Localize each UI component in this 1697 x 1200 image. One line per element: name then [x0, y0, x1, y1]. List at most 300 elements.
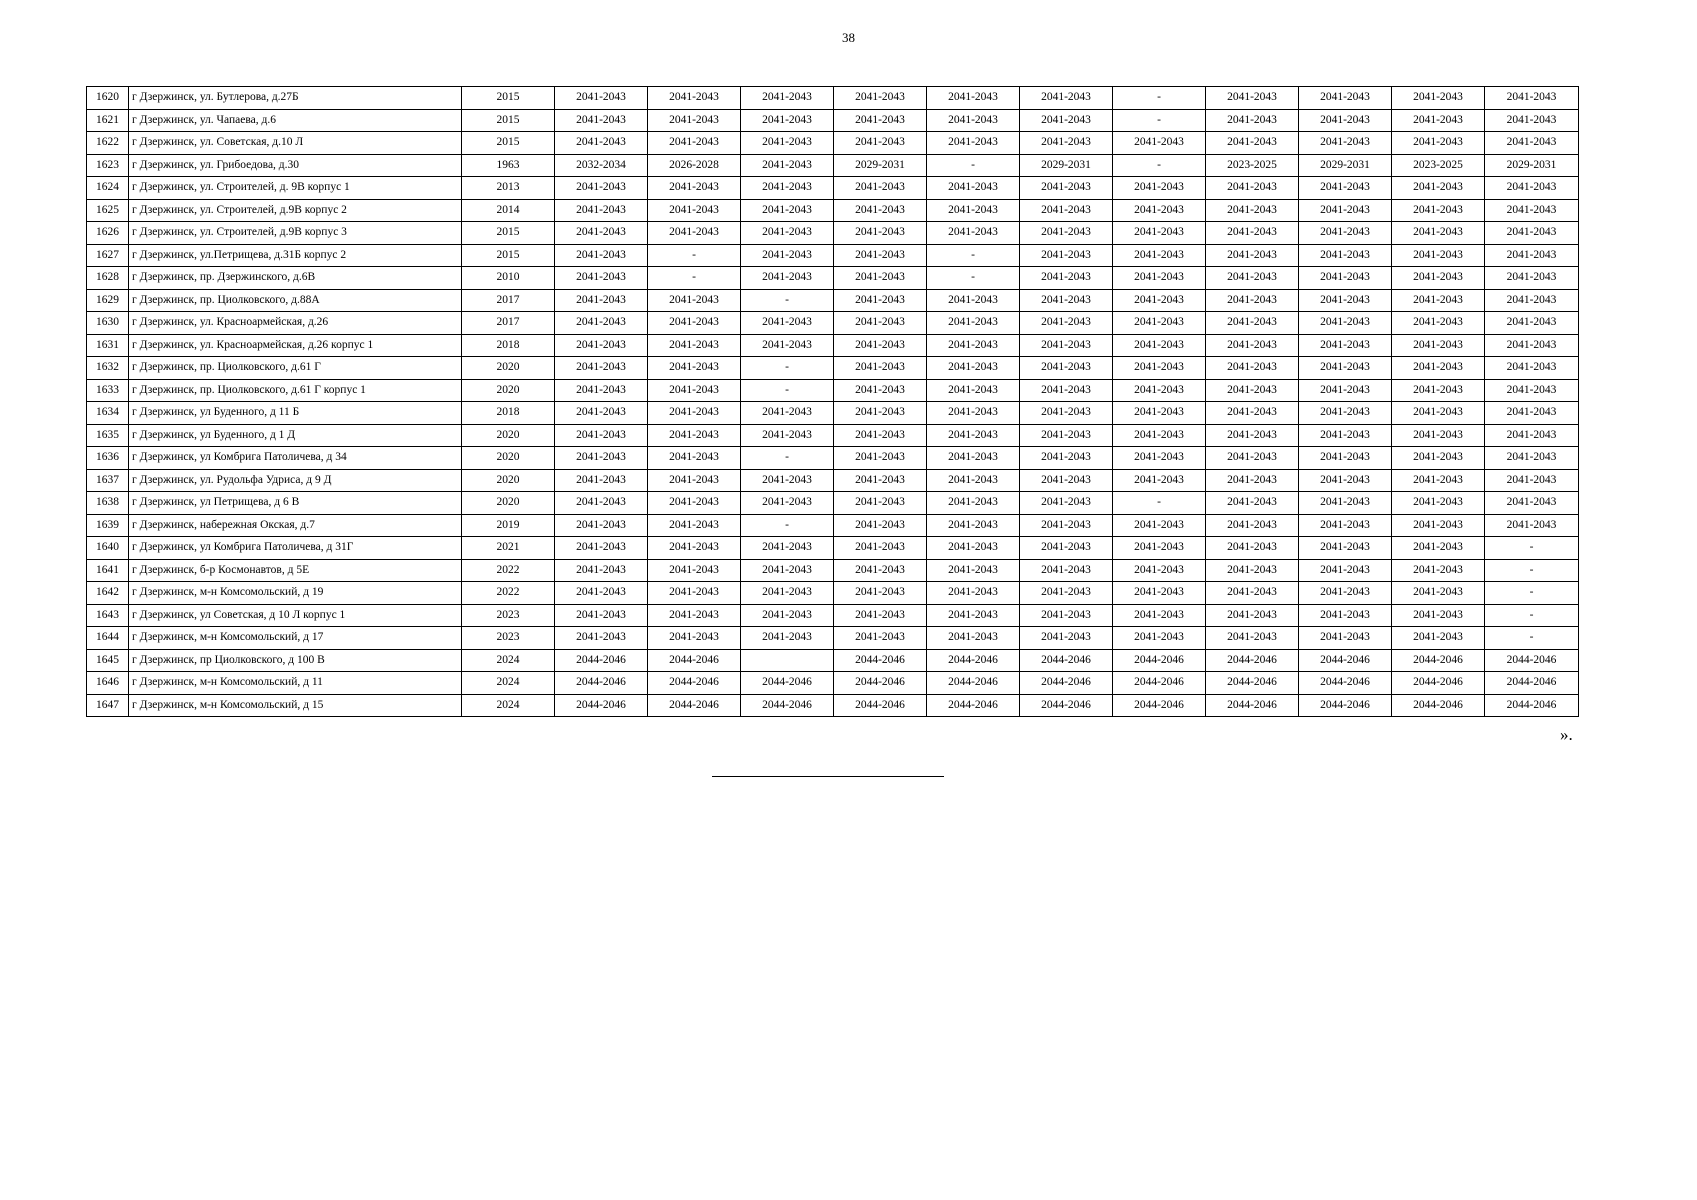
table-cell-period: 2041-2043: [1392, 447, 1485, 470]
table-cell-address: г Дзержинск, ул. Красноармейская, д.26: [129, 312, 462, 335]
table-cell-period: 2041-2043: [1113, 357, 1206, 380]
table-row: [87, 357, 1579, 380]
table-cell-period: 2041-2043: [555, 199, 648, 222]
table-cell-address: г Дзержинск, ул Комбрига Патоличева, д 34: [129, 447, 462, 470]
table-cell-period: 2044-2046: [648, 672, 741, 695]
table-cell-period: 2041-2043: [1206, 312, 1299, 335]
table-cell-period: 2041-2043: [1206, 492, 1299, 515]
table-row: [87, 289, 1579, 312]
table-cell-period: 2041-2043: [834, 312, 927, 335]
table-cell-period: 2041-2043: [741, 424, 834, 447]
table-cell-address: г Дзержинск, ул. Грибоедова, д.30: [129, 154, 462, 177]
table-cell-period: 2041-2043: [927, 357, 1020, 380]
table-cell-year: 2020: [462, 469, 555, 492]
table-cell-period: 2041-2043: [1113, 424, 1206, 447]
table-cell-period: 2041-2043: [1485, 357, 1579, 380]
table-cell-year: 2017: [462, 312, 555, 335]
table-cell-period: -: [741, 289, 834, 312]
table-cell-number: 1625: [87, 199, 129, 222]
table-cell-period: 2041-2043: [648, 604, 741, 627]
table-cell-number: 1647: [87, 694, 129, 717]
table-cell-year: 2020: [462, 424, 555, 447]
table-cell-period: 2041-2043: [1020, 222, 1113, 245]
table-cell-period: 2041-2043: [648, 199, 741, 222]
table-cell-period: 2041-2043: [1392, 109, 1485, 132]
table-cell-period: 2041-2043: [1299, 582, 1392, 605]
table-cell-year: 2018: [462, 402, 555, 425]
table-cell-period: 2041-2043: [1020, 199, 1113, 222]
table-cell-period: 2041-2043: [1020, 469, 1113, 492]
table-cell-address: г Дзержинск, ул Советская, д 10 Л корпус 1: [129, 604, 462, 627]
table-cell-period: 2041-2043: [1299, 424, 1392, 447]
table-cell-period: 2041-2043: [834, 582, 927, 605]
table-cell-period: 2041-2043: [927, 132, 1020, 155]
table-cell-period: 2041-2043: [834, 87, 927, 110]
table-row: [87, 447, 1579, 470]
table-cell-period: 2041-2043: [1392, 222, 1485, 245]
table-cell-period: [741, 649, 834, 672]
table-cell-address: г Дзержинск, ул.Петрищева, д.31Б корпус 2: [129, 244, 462, 267]
table-cell-period: 2041-2043: [1206, 604, 1299, 627]
table-cell-number: 1640: [87, 537, 129, 560]
table-cell-period: 2041-2043: [555, 109, 648, 132]
table-cell-period: 2044-2046: [1485, 672, 1579, 695]
table-cell-period: 2041-2043: [1020, 244, 1113, 267]
table-cell-period: 2041-2043: [555, 379, 648, 402]
table-cell-period: 2044-2046: [1299, 649, 1392, 672]
table-cell-period: 2041-2043: [741, 267, 834, 290]
table-row: [87, 199, 1579, 222]
table-cell-period: 2041-2043: [927, 514, 1020, 537]
table-cell-period: 2044-2046: [741, 672, 834, 695]
table-cell-period: -: [927, 244, 1020, 267]
table-cell-period: 2041-2043: [741, 244, 834, 267]
table-cell-period: 2041-2043: [1113, 199, 1206, 222]
table-cell-period: 2041-2043: [1113, 582, 1206, 605]
table-cell-period: 2041-2043: [648, 582, 741, 605]
table-cell-period: 2041-2043: [1206, 222, 1299, 245]
table-cell-period: 2041-2043: [834, 604, 927, 627]
table-cell-period: 2041-2043: [741, 87, 834, 110]
table-cell-period: 2041-2043: [1020, 604, 1113, 627]
table-cell-number: 1642: [87, 582, 129, 605]
table-cell-period: 2041-2043: [834, 379, 927, 402]
table-cell-period: 2041-2043: [555, 402, 648, 425]
table-cell-period: 2041-2043: [1392, 132, 1485, 155]
table-cell-period: 2041-2043: [1206, 469, 1299, 492]
table-cell-year: 2022: [462, 559, 555, 582]
table-cell-period: -: [648, 267, 741, 290]
table-cell-period: -: [1485, 559, 1579, 582]
table-cell-period: 2041-2043: [834, 289, 927, 312]
table-row: [87, 334, 1579, 357]
table-cell-number: 1636: [87, 447, 129, 470]
table-cell-period: 2041-2043: [741, 559, 834, 582]
table-cell-period: 2041-2043: [1020, 109, 1113, 132]
table-cell-period: 2023-2025: [1206, 154, 1299, 177]
table-cell-period: 2041-2043: [1485, 447, 1579, 470]
table-cell-period: 2041-2043: [1113, 132, 1206, 155]
table-cell-year: 2015: [462, 244, 555, 267]
table-cell-period: 2041-2043: [1299, 447, 1392, 470]
table-cell-number: 1645: [87, 649, 129, 672]
table-cell-period: 2041-2043: [834, 492, 927, 515]
table-cell-period: 2041-2043: [648, 492, 741, 515]
table-cell-period: 2041-2043: [1020, 177, 1113, 200]
table-cell-period: 2041-2043: [741, 199, 834, 222]
table-cell-number: 1630: [87, 312, 129, 335]
table-cell-period: 2041-2043: [1020, 267, 1113, 290]
table-cell-period: 2041-2043: [1392, 87, 1485, 110]
table-cell-period: 2041-2043: [648, 627, 741, 650]
page-number: 38: [842, 30, 855, 45]
table-cell-number: 1638: [87, 492, 129, 515]
table-cell-period: 2041-2043: [648, 357, 741, 380]
table-cell-period: 2044-2046: [927, 649, 1020, 672]
table-cell-period: 2041-2043: [927, 627, 1020, 650]
table-row: [87, 672, 1579, 695]
table-cell-period: 2041-2043: [648, 447, 741, 470]
table-cell-period: 2044-2046: [1113, 649, 1206, 672]
table-cell-period: 2041-2043: [1299, 379, 1392, 402]
table-cell-period: 2041-2043: [834, 402, 927, 425]
table-cell-year: 1963: [462, 154, 555, 177]
table-cell-period: 2041-2043: [648, 109, 741, 132]
table-cell-address: г Дзержинск, пр. Дзержинского, д.6В: [129, 267, 462, 290]
table-cell-period: -: [1113, 87, 1206, 110]
table-cell-period: 2041-2043: [1485, 289, 1579, 312]
table-row: [87, 244, 1579, 267]
table-cell-number: 1635: [87, 424, 129, 447]
table-cell-period: 2041-2043: [1206, 199, 1299, 222]
table-cell-period: 2041-2043: [1113, 537, 1206, 560]
table-cell-period: 2041-2043: [1113, 312, 1206, 335]
table-cell-period: 2044-2046: [834, 694, 927, 717]
table-cell-period: 2041-2043: [648, 132, 741, 155]
table-cell-period: 2041-2043: [741, 604, 834, 627]
table-row: [87, 154, 1579, 177]
table-cell-period: 2044-2046: [1113, 694, 1206, 717]
table-cell-period: 2041-2043: [1020, 402, 1113, 425]
table-cell-period: 2041-2043: [1392, 199, 1485, 222]
table-cell-period: 2041-2043: [1206, 132, 1299, 155]
table-cell-period: 2041-2043: [741, 132, 834, 155]
table-cell-period: 2029-2031: [834, 154, 927, 177]
table-cell-address: г Дзержинск, ул Буденного, д 1 Д: [129, 424, 462, 447]
table-cell-period: 2044-2046: [1020, 672, 1113, 695]
table-cell-period: 2029-2031: [1020, 154, 1113, 177]
table-cell-period: 2041-2043: [1299, 469, 1392, 492]
table-row: [87, 424, 1579, 447]
table-cell-period: 2041-2043: [1299, 244, 1392, 267]
table-cell-period: 2041-2043: [1299, 222, 1392, 245]
table-cell-period: 2041-2043: [1299, 132, 1392, 155]
table-cell-period: 2041-2043: [834, 199, 927, 222]
table-cell-period: 2041-2043: [927, 582, 1020, 605]
table-cell-period: 2026-2028: [648, 154, 741, 177]
table-cell-period: 2044-2046: [555, 694, 648, 717]
table-cell-period: 2041-2043: [1206, 357, 1299, 380]
table-cell-period: 2041-2043: [648, 334, 741, 357]
table-cell-period: 2044-2046: [1485, 694, 1579, 717]
table-cell-period: 2041-2043: [1206, 582, 1299, 605]
table-row: [87, 109, 1579, 132]
table-cell-period: 2041-2043: [1299, 604, 1392, 627]
table-cell-period: 2041-2043: [1113, 334, 1206, 357]
table-cell-number: 1628: [87, 267, 129, 290]
table-cell-period: 2041-2043: [648, 537, 741, 560]
table-cell-address: г Дзержинск, пр Циолковского, д 100 В: [129, 649, 462, 672]
table-cell-period: 2041-2043: [555, 244, 648, 267]
table-cell-number: 1627: [87, 244, 129, 267]
table-cell-period: 2041-2043: [741, 154, 834, 177]
table-cell-period: 2041-2043: [834, 132, 927, 155]
table-cell-period: 2044-2046: [1392, 694, 1485, 717]
table-cell-period: 2041-2043: [1299, 537, 1392, 560]
table-cell-period: 2041-2043: [927, 402, 1020, 425]
table-cell-period: 2041-2043: [1020, 447, 1113, 470]
table-cell-period: 2041-2043: [648, 469, 741, 492]
table-cell-period: 2041-2043: [555, 559, 648, 582]
table-cell-period: 2041-2043: [741, 109, 834, 132]
table-cell-period: 2041-2043: [1392, 177, 1485, 200]
table-cell-period: -: [741, 514, 834, 537]
table-cell-period: 2041-2043: [555, 627, 648, 650]
table-cell-period: 2041-2043: [1485, 514, 1579, 537]
table-cell-number: 1641: [87, 559, 129, 582]
table-cell-year: 2019: [462, 514, 555, 537]
table-cell-address: г Дзержинск, м-н Комсомольский, д 11: [129, 672, 462, 695]
table-cell-period: 2044-2046: [1485, 649, 1579, 672]
table-cell-period: -: [1113, 109, 1206, 132]
table-cell-year: 2024: [462, 694, 555, 717]
table-cell-period: 2041-2043: [1392, 604, 1485, 627]
table-cell-period: 2041-2043: [1299, 177, 1392, 200]
table-row: [87, 627, 1579, 650]
table-cell-period: 2041-2043: [1485, 334, 1579, 357]
table-cell-number: 1626: [87, 222, 129, 245]
footer-rule: [712, 776, 944, 777]
table-cell-number: 1622: [87, 132, 129, 155]
table-cell-period: 2041-2043: [1392, 244, 1485, 267]
table-cell-period: 2041-2043: [741, 469, 834, 492]
table-body: [87, 87, 1579, 717]
table-cell-period: 2041-2043: [1206, 379, 1299, 402]
table-cell-period: 2041-2043: [1299, 87, 1392, 110]
table-cell-period: 2041-2043: [648, 289, 741, 312]
table-cell-period: 2041-2043: [1392, 312, 1485, 335]
table-cell-period: 2041-2043: [1392, 537, 1485, 560]
table-cell-period: 2041-2043: [927, 447, 1020, 470]
table-cell-period: 2041-2043: [927, 177, 1020, 200]
table-cell-period: 2041-2043: [555, 424, 648, 447]
table-cell-period: 2041-2043: [741, 177, 834, 200]
table-cell-period: 2041-2043: [927, 334, 1020, 357]
table-cell-period: 2041-2043: [834, 424, 927, 447]
table-cell-period: 2041-2043: [648, 379, 741, 402]
table-cell-period: 2044-2046: [1392, 649, 1485, 672]
table-cell-period: 2041-2043: [1485, 199, 1579, 222]
table-cell-period: 2041-2043: [927, 222, 1020, 245]
table-cell-period: 2041-2043: [1020, 537, 1113, 560]
table-cell-period: 2041-2043: [648, 87, 741, 110]
table-cell-period: 2041-2043: [1113, 177, 1206, 200]
table-cell-period: -: [1485, 627, 1579, 650]
table-cell-address: г Дзержинск, ул. Советская, д.10 Л: [129, 132, 462, 155]
table-cell-year: 2023: [462, 627, 555, 650]
table-cell-year: 2015: [462, 87, 555, 110]
table-cell-period: 2041-2043: [834, 334, 927, 357]
table-cell-period: 2041-2043: [741, 537, 834, 560]
table-cell-period: 2041-2043: [1485, 177, 1579, 200]
table-row: [87, 582, 1579, 605]
table-cell-period: 2041-2043: [1485, 312, 1579, 335]
table-cell-period: 2041-2043: [1485, 267, 1579, 290]
table-cell-period: 2044-2046: [1206, 672, 1299, 695]
table-cell-period: -: [1113, 154, 1206, 177]
table-cell-year: 2023: [462, 604, 555, 627]
table-cell-period: 2041-2043: [555, 582, 648, 605]
table-cell-year: 2010: [462, 267, 555, 290]
table-cell-period: 2041-2043: [1206, 402, 1299, 425]
table-cell-period: 2041-2043: [1206, 177, 1299, 200]
table-cell-year: 2020: [462, 447, 555, 470]
table-cell-address: г Дзержинск, пр. Циолковского, д.61 Г корпус 1: [129, 379, 462, 402]
table-row: [87, 694, 1579, 717]
table-cell-period: 2041-2043: [555, 132, 648, 155]
table-cell-year: 2024: [462, 649, 555, 672]
table-cell-period: 2041-2043: [927, 492, 1020, 515]
table-cell-period: 2041-2043: [1206, 244, 1299, 267]
table-cell-period: 2041-2043: [927, 109, 1020, 132]
table-cell-period: 2041-2043: [1020, 514, 1113, 537]
table-cell-period: 2041-2043: [927, 604, 1020, 627]
table-cell-period: 2044-2046: [555, 649, 648, 672]
table-cell-address: г Дзержинск, ул. Чапаева, д.6: [129, 109, 462, 132]
table-cell-period: 2041-2043: [1299, 559, 1392, 582]
table-cell-number: 1639: [87, 514, 129, 537]
table-cell-period: 2041-2043: [555, 492, 648, 515]
table-cell-period: 2041-2043: [1392, 469, 1485, 492]
table-cell-period: 2041-2043: [1206, 267, 1299, 290]
table-cell-period: 2044-2046: [834, 649, 927, 672]
table-cell-period: 2041-2043: [1020, 87, 1113, 110]
table-cell-period: 2041-2043: [555, 604, 648, 627]
table-cell-period: 2041-2043: [1485, 424, 1579, 447]
table-cell-period: 2041-2043: [1113, 402, 1206, 425]
table-cell-period: 2041-2043: [555, 222, 648, 245]
table-cell-period: 2041-2043: [1206, 289, 1299, 312]
table-cell-period: 2041-2043: [1020, 312, 1113, 335]
table-cell-number: 1629: [87, 289, 129, 312]
table-cell-period: 2041-2043: [927, 87, 1020, 110]
table-cell-period: -: [741, 447, 834, 470]
table-cell-period: 2044-2046: [1299, 672, 1392, 695]
table-cell-period: 2041-2043: [1020, 492, 1113, 515]
table-cell-period: 2041-2043: [834, 559, 927, 582]
table-cell-period: 2041-2043: [1392, 492, 1485, 515]
table-cell-period: 2041-2043: [834, 447, 927, 470]
table-cell-period: 2041-2043: [1299, 334, 1392, 357]
table-cell-period: 2041-2043: [1485, 244, 1579, 267]
table-cell-period: 2041-2043: [1299, 109, 1392, 132]
table-cell-period: 2041-2043: [1113, 222, 1206, 245]
table-cell-period: 2041-2043: [834, 469, 927, 492]
table-cell-year: 2014: [462, 199, 555, 222]
table-cell-period: -: [648, 244, 741, 267]
table-cell-period: 2041-2043: [1485, 379, 1579, 402]
table-cell-period: 2041-2043: [555, 289, 648, 312]
table-cell-period: 2041-2043: [555, 177, 648, 200]
table-cell-period: 2044-2046: [648, 694, 741, 717]
table-cell-period: 2041-2043: [1020, 559, 1113, 582]
table-row: [87, 312, 1579, 335]
table-cell-period: 2023-2025: [1392, 154, 1485, 177]
table-cell-period: 2041-2043: [555, 334, 648, 357]
table-row: [87, 469, 1579, 492]
table-cell-period: 2041-2043: [1113, 514, 1206, 537]
table-cell-period: 2041-2043: [1206, 334, 1299, 357]
table-cell-period: -: [741, 357, 834, 380]
table-cell-number: 1634: [87, 402, 129, 425]
table-cell-address: г Дзержинск, ул. Строителей, д.9В корпус 3: [129, 222, 462, 245]
table-cell-period: 2041-2043: [648, 312, 741, 335]
table-cell-number: 1643: [87, 604, 129, 627]
table-cell-address: г Дзержинск, м-н Комсомольский, д 15: [129, 694, 462, 717]
table-row: [87, 492, 1579, 515]
table-cell-year: 2015: [462, 132, 555, 155]
table-cell-address: г Дзержинск, ул. Строителей, д. 9В корпус 1: [129, 177, 462, 200]
table-cell-period: 2041-2043: [1299, 514, 1392, 537]
table-cell-period: 2044-2046: [1392, 672, 1485, 695]
table-cell-period: 2044-2046: [1113, 672, 1206, 695]
table-cell-period: 2041-2043: [1485, 132, 1579, 155]
table-cell-period: -: [927, 267, 1020, 290]
table-cell-period: 2044-2046: [741, 694, 834, 717]
repair-schedule-table: [86, 86, 1579, 717]
table-cell-period: 2044-2046: [834, 672, 927, 695]
table-cell-period: 2041-2043: [1113, 379, 1206, 402]
table-cell-period: 2041-2043: [1485, 469, 1579, 492]
table-cell-period: 2041-2043: [555, 312, 648, 335]
table-cell-period: 2041-2043: [834, 177, 927, 200]
table-cell-address: г Дзержинск, б-р Космонавтов, д 5Е: [129, 559, 462, 582]
table-cell-period: 2041-2043: [1020, 289, 1113, 312]
table-cell-period: 2041-2043: [1020, 334, 1113, 357]
table-cell-period: 2041-2043: [1299, 492, 1392, 515]
table-cell-period: 2041-2043: [1299, 267, 1392, 290]
table-cell-period: 2041-2043: [555, 267, 648, 290]
table-cell-period: 2041-2043: [1113, 627, 1206, 650]
table-row: [87, 402, 1579, 425]
table-cell-address: г Дзержинск, м-н Комсомольский, д 19: [129, 582, 462, 605]
table-row: [87, 132, 1579, 155]
table-cell-period: 2041-2043: [1020, 132, 1113, 155]
table-cell-period: 2029-2031: [1485, 154, 1579, 177]
table-cell-period: 2041-2043: [834, 109, 927, 132]
table-cell-period: 2041-2043: [1113, 469, 1206, 492]
table-cell-period: 2041-2043: [555, 447, 648, 470]
table-cell-period: 2041-2043: [1113, 559, 1206, 582]
table-cell-year: 2021: [462, 537, 555, 560]
table-cell-year: 2020: [462, 357, 555, 380]
table-cell-period: 2041-2043: [1113, 447, 1206, 470]
table-cell-period: 2041-2043: [927, 312, 1020, 335]
table-cell-period: 2041-2043: [927, 469, 1020, 492]
table-cell-address: г Дзержинск, пр. Циолковского, д.88А: [129, 289, 462, 312]
table-cell-period: -: [1113, 492, 1206, 515]
table-cell-number: 1624: [87, 177, 129, 200]
